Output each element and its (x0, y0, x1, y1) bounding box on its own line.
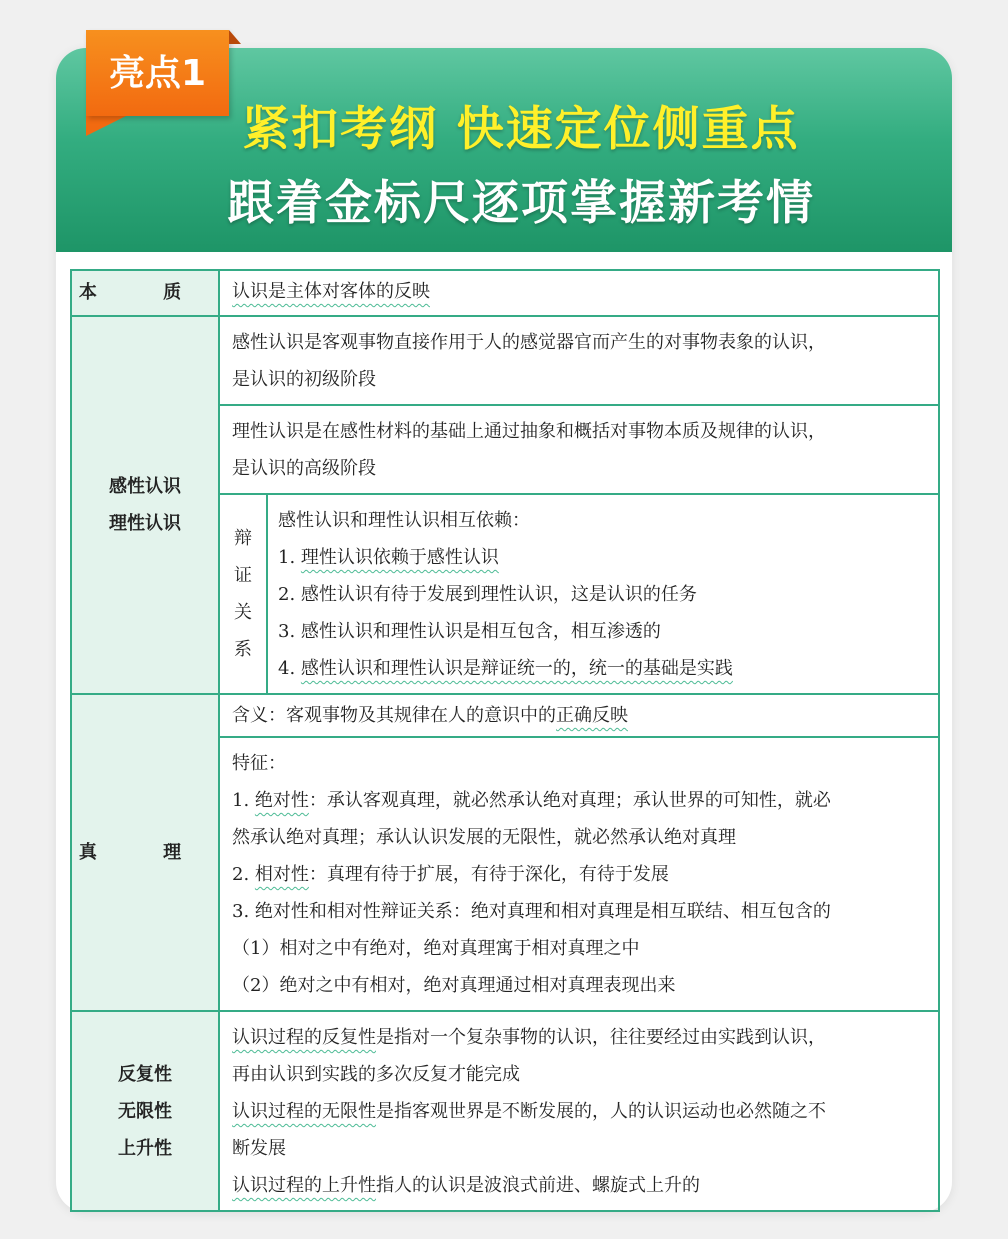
headline-line1: 紧扣考纲 快速定位侧重点 (242, 102, 800, 157)
table-row (71, 1011, 939, 1211)
knowledge-table (70, 269, 940, 1212)
essence-content (219, 270, 939, 316)
table-row (71, 270, 939, 316)
badge-tail (86, 116, 126, 136)
headline-line2: 跟着金标尺逐项掌握新考情 (227, 176, 815, 231)
table-row (71, 694, 939, 737)
process-content: 认识过程的反复性是指对一个复杂事物的认识，往往要经过由实践到认识， 再由认识到实践的多次反复才能完成 认识过程的无限性是指客观世界是不断发展的，人的认识运动也必然随之不 断发展 认识过程的上升性指人的认识是波浪式前进、螺旋式上升的 (219, 1011, 939, 1211)
row-label-essence: 本 质 (71, 270, 219, 316)
table-row (71, 316, 939, 405)
truth-meaning: 含义：客观事物及其规律在人的意识中的正确反映 (219, 694, 939, 737)
dialectic-content: 感性认识和理性认识相互依赖： 1. 理性认识依赖于感性认识 2. 感性认识有待于发展到理性认识，这是认识的任务 3. 感性认识和理性认识是相互包含，相互渗透的 4. 感性认识和理性认识是辩证统一的，统一的基础是实践 (267, 494, 939, 694)
perceptual-content: 感性认识是客观事物直接作用于人的感觉器官而产生的对事物表象的认识， 是认识的初级阶段 (219, 316, 939, 405)
highlight-badge: 亮点1 (86, 30, 229, 116)
row-label-perceptual-rational: 感性认识 理性认识 (71, 316, 219, 694)
dialectic-label: 辩 证 关 系 (219, 494, 267, 694)
truth-features: 特征： 1. 绝对性：承认客观真理，就必然承认绝对真理；承认世界的可知性，就必 然承认绝对真理；承认认识发展的无限性，就必然承认绝对真理 2. 相对性：真理有待于扩展，有待于深化，有待于发展 3. 绝对性和相对性辩证关系：绝对真理和相对真理是相互联结、相互包含的 （1）相对之中有绝对，绝对真理寓于相对真理之中 （2）绝对之中有相对，绝对真理通过相对真理表现出来 (219, 737, 939, 1011)
essence-text: 认识是主体对客体的反映 (232, 281, 430, 302)
badge-fold (229, 30, 241, 44)
row-label-truth: 真 理 (71, 694, 219, 1011)
row-label-process: 反复性 无限性 上升性 (71, 1011, 219, 1211)
rational-content: 理性认识是在感性材料的基础上通过抽象和概括对事物本质及规律的认识， 是认识的高级阶段 (219, 405, 939, 494)
